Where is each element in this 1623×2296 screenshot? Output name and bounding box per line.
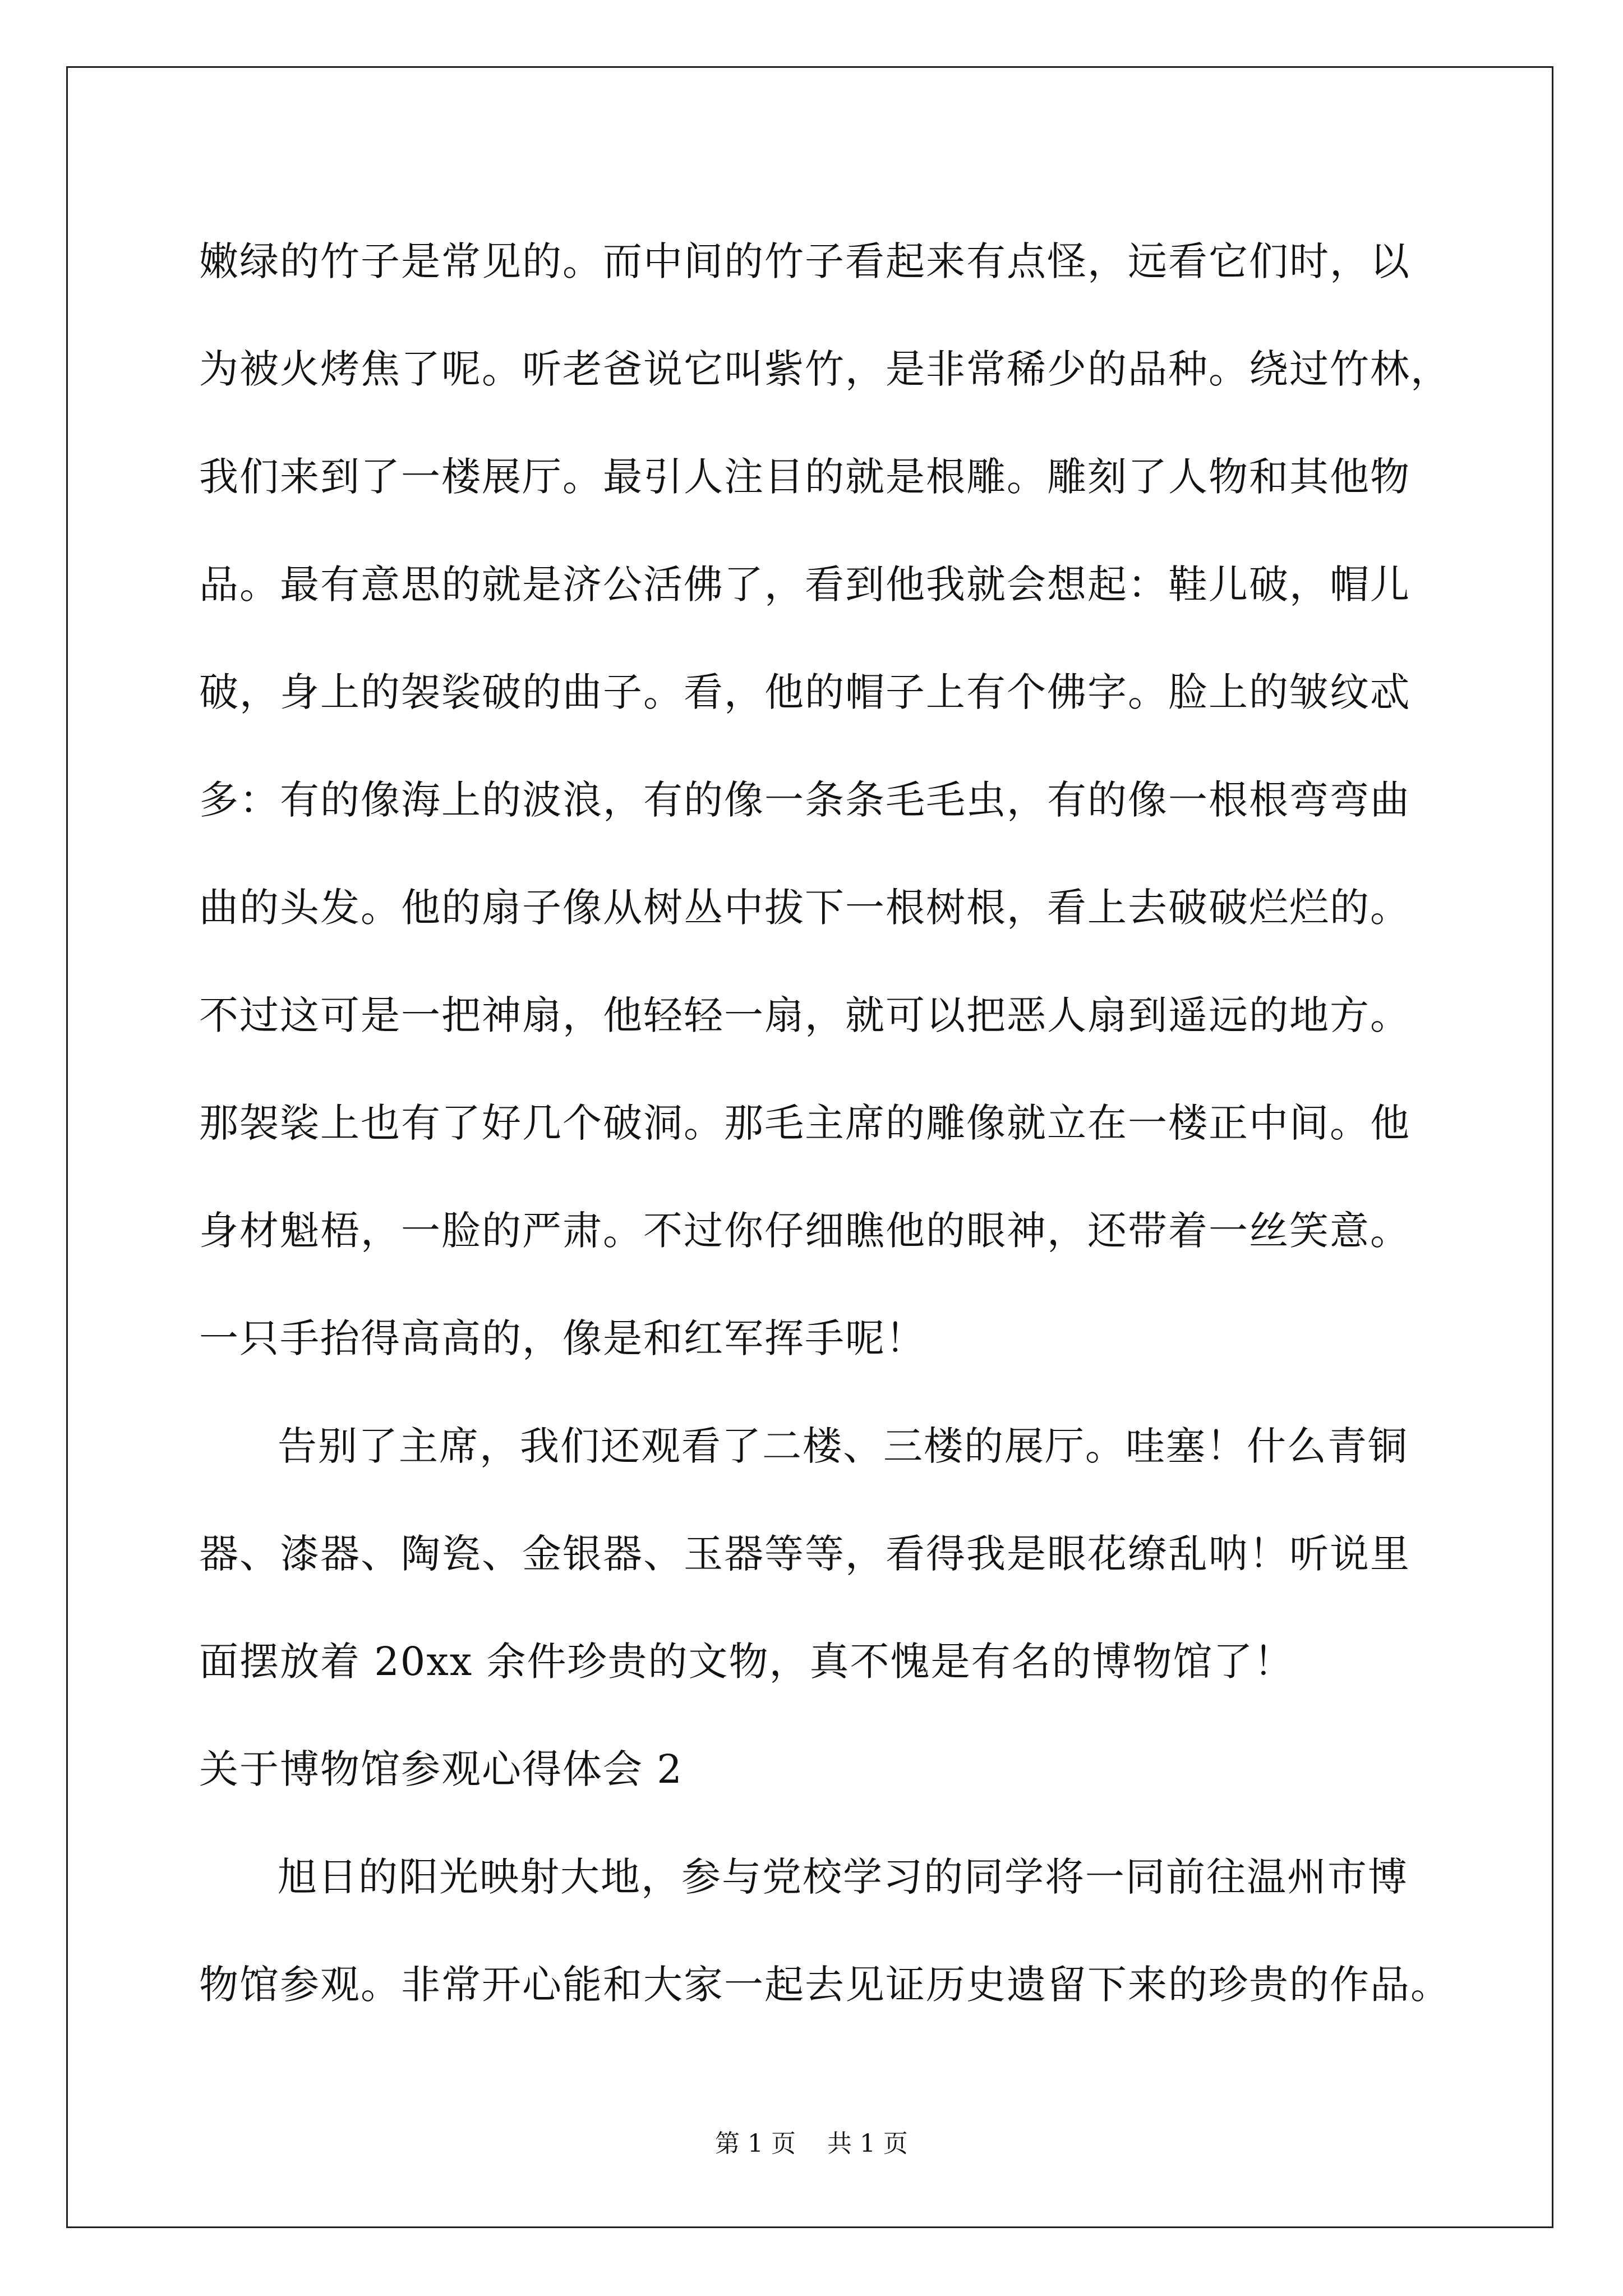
text-line: 我们来到了一楼展厅。最引人注目的就是根雕。雕刻了人物和其他物 bbox=[199, 454, 1410, 500]
text-line: 品。最有意思的就是济公活佛了，看到他我就会想起：鞋儿破，帽儿 bbox=[199, 562, 1410, 608]
document-body bbox=[199, 208, 1451, 2039]
text-line: 为被火烤焦了呢。听老爸说它叫紫竹，是非常稀少的品种。绕过竹林， bbox=[199, 346, 1451, 392]
text-line: 身材魁梧，一脸的严肃。不过你仔细瞧他的眼神，还带着一丝笑意。 bbox=[199, 1208, 1410, 1254]
section-title: 关于博物馆参观心得体会 2 bbox=[199, 1746, 683, 1792]
text-line: 物馆参观。非常开心能和大家一起去见证历史遗留下来的珍贵的作品。 bbox=[199, 1962, 1451, 2008]
text-line: 破，身上的袈裟破的曲子。看，他的帽子上有个佛字。脸上的皱纹忒 bbox=[199, 669, 1410, 715]
paragraph-1 bbox=[199, 208, 1451, 1392]
text-line: 一只手抬得高高的，像是和红军挥手呢！ bbox=[199, 1315, 926, 1361]
page-footer: 第 1 页 共 1 页 bbox=[715, 2129, 908, 2158]
text-line: 那袈裟上也有了好几个破洞。那毛主席的雕像就立在一楼正中间。他 bbox=[199, 1100, 1410, 1146]
text-line: 不过这可是一把神扇，他轻轻一扇，就可以把恶人扇到遥远的地方。 bbox=[199, 992, 1410, 1038]
paragraph-3 bbox=[199, 1823, 1451, 2039]
text-line: 告别了主席，我们还观看了二楼、三楼的展厅。哇塞！什么青铜 bbox=[278, 1423, 1408, 1469]
text-line: 器、漆器、陶瓷、金银器、玉器等等，看得我是眼花缭乱呐！听说里 bbox=[199, 1531, 1410, 1577]
text-line: 面摆放着 20xx 余件珍贵的文物，真不愧是有名的博物馆了！ bbox=[199, 1639, 1294, 1685]
text-line: 旭日的阳光映射大地，参与党校学习的同学将一同前往温州市博 bbox=[278, 1854, 1408, 1900]
paragraph-2 bbox=[199, 1392, 1422, 1715]
text-line: 曲的头发。他的扇子像从树丛中拔下一根树根，看上去破破烂烂的。 bbox=[199, 885, 1410, 931]
text-line: 嫩绿的竹子是常见的。而中间的竹子看起来有点怪，远看它们时，以 bbox=[199, 238, 1410, 284]
text-line: 多：有的像海上的波浪，有的像一条条毛毛虫，有的像一根根弯弯曲 bbox=[199, 777, 1410, 823]
